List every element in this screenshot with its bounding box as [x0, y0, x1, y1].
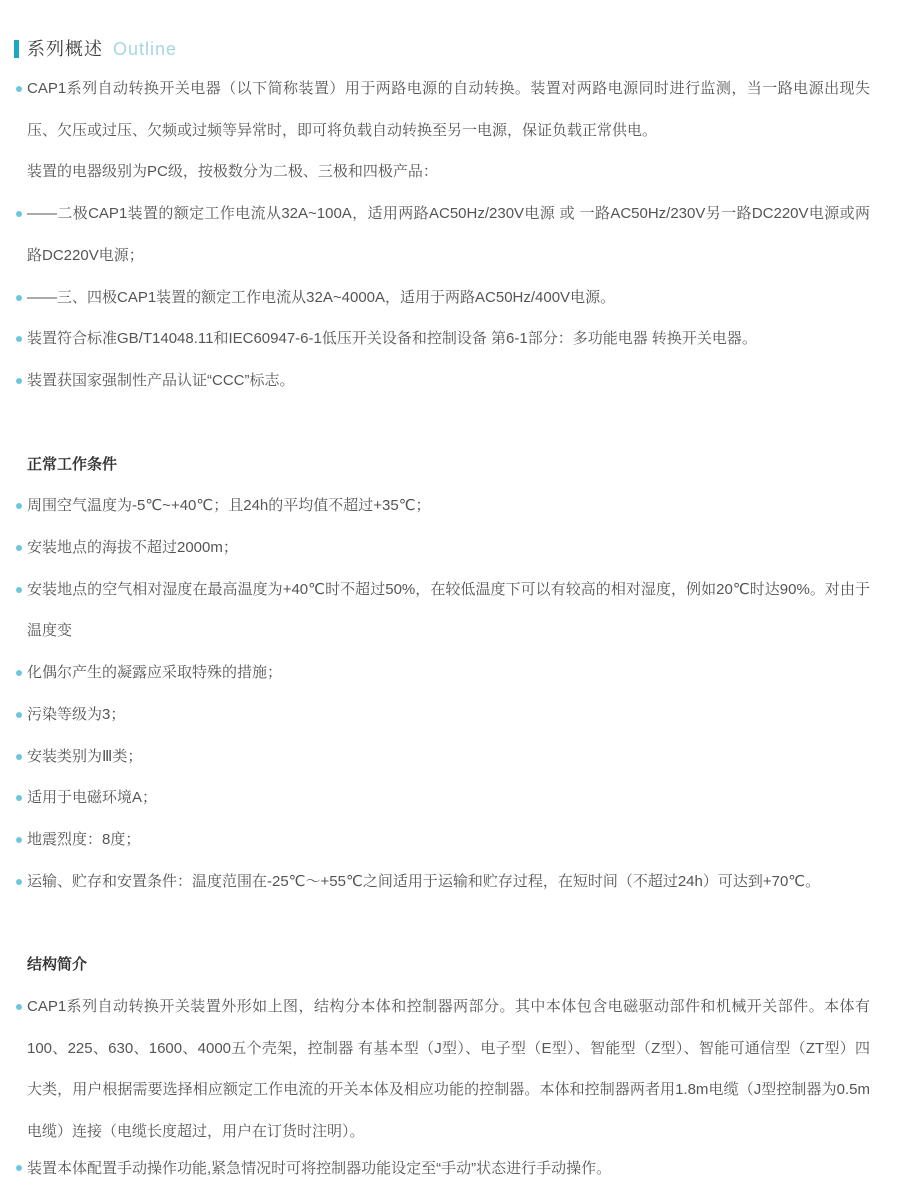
bullet-dot-icon	[16, 211, 22, 217]
bullet-dot-icon	[16, 879, 22, 885]
bullet-dot-icon	[16, 670, 22, 676]
bullet-dot-icon	[16, 754, 22, 760]
list-item	[27, 986, 870, 1153]
list-item-text: 污染等级为3；	[27, 705, 126, 723]
list-item-text: CAP1系列自动转换开关电器（以下简称装置）用于两路电源的自动转换。装置对两路电源同时进行监测，当一路电源出现失压、欠压或过压、欠频或过频等异常时，即可将负载自动转换至另一电源，保证负载正常供电。	[27, 80, 870, 139]
list-item-text: ——三、四极CAP1装置的额定工作电流从32A~4000A，适用于两路AC50Hz/400V电源。	[27, 288, 616, 306]
list-item-text: 安装地点的空气相对湿度在最高温度为+40℃时不超过50%，在较低温度下可以有较高的相对湿度，例如20℃时达90%。对由于温度变	[27, 580, 870, 640]
list-item-text: 周围空气温度为-5℃~+40℃；且24h的平均值不超过+35℃；	[27, 497, 431, 515]
bullet-dot-icon	[16, 503, 22, 509]
conditions-heading: 正常工作条件	[27, 455, 118, 473]
list-item-text: 安装类别为Ⅲ类；	[27, 747, 143, 765]
list-item-text: 装置本体配置手动操作功能,紧急情况时可将控制器功能设定至“手动”状态进行手动操作。	[27, 1159, 612, 1177]
bullet-dot-icon	[16, 86, 22, 92]
list-item	[27, 1153, 870, 1184]
list-item	[27, 569, 870, 652]
bullet-dot-icon	[16, 837, 22, 843]
list-item-text: 地震烈度：8度；	[27, 830, 141, 848]
bullet-dot-icon	[16, 1165, 22, 1171]
section-title-en: Outline	[113, 39, 178, 59]
list-item	[27, 527, 870, 569]
list-item	[27, 777, 870, 819]
list-item-text: 安装地点的海拔不超过2000m；	[27, 539, 238, 557]
bullet-dot-icon	[16, 587, 22, 593]
bullet-dot-icon	[16, 336, 22, 342]
bullet-dot-icon	[16, 712, 22, 718]
outline-block	[27, 68, 870, 402]
bullet-dot-icon	[16, 378, 22, 384]
list-item	[27, 652, 870, 694]
list-item	[27, 151, 870, 193]
bullet-dot-icon	[16, 795, 22, 801]
list-item	[27, 819, 870, 861]
list-item-text: 化偶尔产生的凝露应采取特殊的措施；	[27, 664, 283, 682]
list-item	[27, 318, 870, 360]
section-title	[14, 36, 870, 62]
list-item	[27, 68, 870, 151]
list-item-text: 装置的电器级别为PC级，按极数分为二极、三极和四极产品：	[27, 163, 438, 181]
list-item-text: 适用于电磁环境A；	[27, 789, 158, 807]
title-accent-bar-icon	[14, 40, 19, 58]
section-title-zh: 系列概述	[27, 39, 103, 59]
list-item	[27, 694, 870, 736]
conditions-block	[27, 485, 870, 902]
list-item	[27, 861, 870, 903]
bullet-dot-icon	[16, 1004, 22, 1010]
structure-block	[27, 986, 870, 1184]
bullet-dot-icon	[16, 545, 22, 551]
list-item-text: ——二极CAP1装置的额定工作电流从32A~100A，适用两路AC50Hz/230V电源 或 一路AC50Hz/230V另一路DC220V电源或两路DC220V电源；	[27, 205, 870, 264]
list-item	[27, 360, 870, 402]
list-item-text: CAP1系列自动转换开关装置外形如上图，结构分本体和控制器两部分。其中本体包含电磁驱动部件和机械开关部件。本体有100、225、630、1600、4000五个壳架，控制器 有基本型（J型）、电子型（E型）、智能型（Z型）、智能可通信型（ZT型）四大类，用户根据需要选择相应额定工作电流的开关本体及相应功能的控制器。本体和控制器两者用1.8m电缆（J型控制器为0.5m电缆）连接（电缆长度超过，用户在订货时注明）。	[27, 998, 870, 1141]
structure-heading: 结构简介	[27, 956, 88, 974]
list-item-text: 装置符合标准GB/T14048.11和IEC60947-6-1低压开关设备和控制设备 第6-1部分：多功能电器 转换开关电器。	[27, 330, 757, 348]
list-item-text: 运输、贮存和安置条件：温度范围在-25℃～+55℃之间适用于运输和贮存过程，在短时间（不超过24h）可达到+70℃。	[27, 872, 821, 890]
list-item	[27, 736, 870, 778]
list-item	[27, 193, 870, 276]
list-item	[27, 485, 870, 527]
bullet-dot-icon	[16, 295, 22, 301]
list-item	[27, 277, 870, 319]
list-item-text: 装置获国家强制性产品认证“CCC”标志。	[27, 371, 295, 389]
